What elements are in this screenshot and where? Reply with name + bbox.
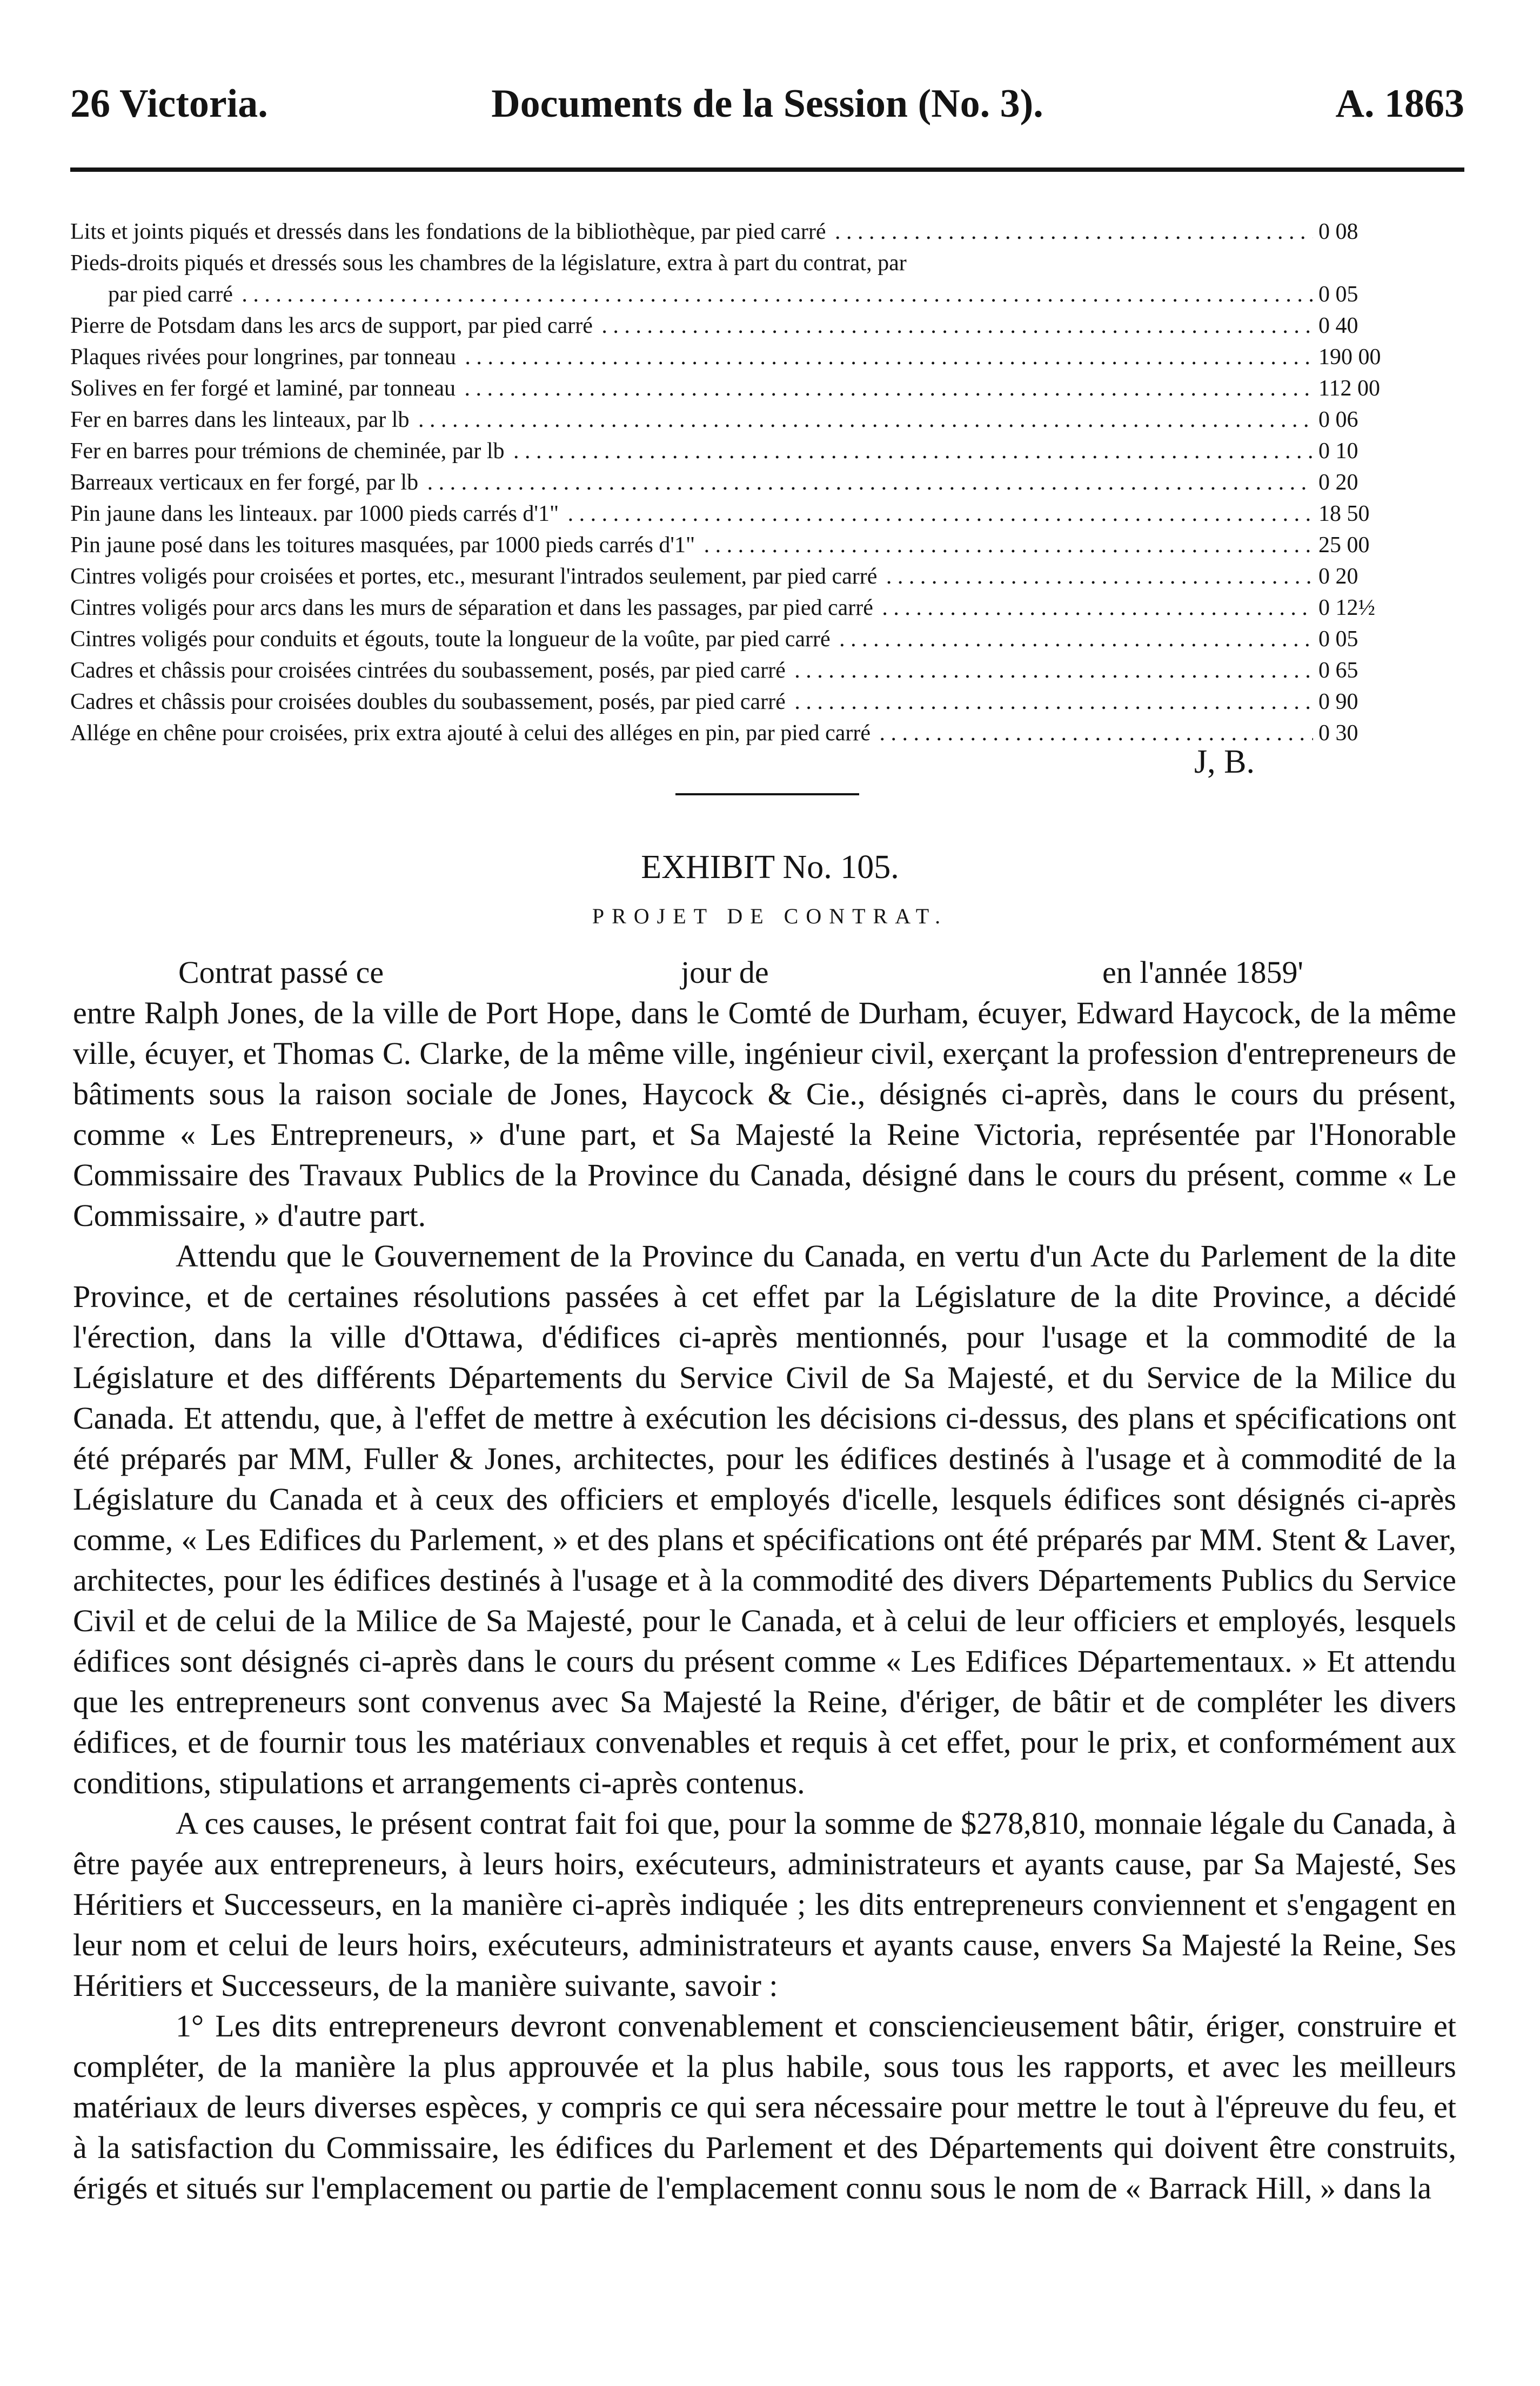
price-description: Cadres et châssis pour croisées doubles du soubassement, posés, par pied carré . . . [70, 686, 1313, 718]
price-row [70, 718, 1367, 749]
price-row [70, 498, 1370, 530]
opening-part-3: en l'année 1859' [1102, 955, 1303, 990]
price-row [70, 373, 1380, 404]
price-amount: 0 20 [1313, 467, 1389, 498]
price-description: Lits et joints piqués et dressés dans les fondations de la bibliothèque, par pied carré . . . [70, 216, 1313, 247]
price-row [70, 686, 1367, 718]
price-description: Cintres voligés pour conduits et égouts, toute la longueur de la voûte, par pied carré . . . [70, 624, 1313, 655]
price-description: Plaques rivées pour longrines, par tonneau . . . [70, 341, 1313, 373]
price-row [70, 216, 1367, 247]
price-list [70, 216, 1381, 749]
price-description: Cintres voligés pour croisées et portes, etc., mesurant l'intrados seulement, par pied carré . . . [70, 561, 1313, 592]
price-row [70, 592, 1375, 624]
price-row-continued [70, 279, 1367, 310]
price-amount: 112 00 [1313, 373, 1389, 404]
price-description: Pieds-droits piqués et dressés sous les chambres de la législature, extra à part du contrat, par [70, 247, 1313, 279]
price-row [70, 561, 1367, 592]
price-description: Barreaux verticaux en fer forgé, par lb . . . [70, 467, 1313, 498]
opening-line [73, 952, 1456, 993]
price-row [70, 310, 1367, 341]
price-description: Allége en chêne pour croisées, prix extra ajouté à celui des alléges en pin, par pied carré . . . [70, 718, 1313, 749]
price-amount: 0 90 [1313, 686, 1389, 718]
paragraph: A ces causes, le présent contrat fait foi que, pour la somme de $278,810, monnaie légale du Canada, à être payée aux entrepreneurs, à leurs hoirs, exécuteurs, administrateurs et ayants cause, par Sa Majesté, Ses Héritiers et Successeurs, en la manière ci-après indiquée ; les dits entrepreneurs conviennent et s'engagent en leur nom et celui de leurs hoirs, exécuteurs, administrateurs et ayants cause, envers Sa Majesté la Reine, Ses Héritiers et Successeurs, de la manière suivante, savoir : [73, 1806, 1456, 2003]
price-amount: 0 10 [1313, 435, 1389, 467]
price-amount: 190 00 [1313, 341, 1389, 373]
price-amount: 0 05 [1313, 624, 1389, 655]
paragraph: 1° Les dits entrepreneurs devront convenablement et consciencieusement bâtir, ériger, construire et compléter, de la manière la plus approuvée et la plus habile, sous tous les rapports, et avec les meilleurs matériaux de leurs diverses espèces, y compris ce qui sera nécessaire pour mettre le tout à l'épreuve du feu, et à la satisfaction du Commissaire, les édifices du Parlement et des Départements qui doivent être construits, érigés et situés sur l'emplacement ou partie de l'emplacement connu sous le nom de « Barrack Hill, » dans la [73, 2008, 1456, 2206]
header-year: A. 1863 [1335, 82, 1464, 126]
opening-part-1: Contrat passé ce [178, 955, 384, 990]
price-row [70, 247, 1367, 279]
price-row [70, 341, 1381, 373]
price-amount: 0 20 [1313, 561, 1389, 592]
price-description: Pin jaune dans les linteaux. par 1000 pieds carrés d'1" . . . [70, 498, 1313, 530]
price-row [70, 655, 1367, 686]
price-description: Pin jaune posé dans les toitures masquées, par 1000 pieds carrés d'1" . . . [70, 530, 1313, 561]
paragraph: entre Ralph Jones, de la ville de Port Hope, dans le Comté de Durham, écuyer, Edward Haycock, de la même ville, écuyer, et Thomas C. Clarke, de la même ville, ingénieur civil, exerçant la profession d'entrepreneurs de bâtiments sous la raison sociale de Jones, Haycock & Cie., désignés ci-après, dans le cours du présent, comme « Les Entrepreneurs, » d'une part, et Sa Majesté la Reine Victoria, représentée par l'Honorable Commissaire des Travaux Publics de la Province du Canada, désigné dans le cours du présent, comme « Le Commissaire, » d'autre part. [73, 995, 1456, 1233]
price-row [70, 467, 1367, 498]
exhibit-subtitle: PROJET DE CONTRAT. [592, 904, 948, 928]
price-amount: 0 30 [1313, 718, 1389, 749]
header-title: Documents de la Session (No. 3). [491, 82, 1043, 126]
price-amount: 0 08 [1313, 216, 1389, 247]
price-row [70, 530, 1370, 561]
price-amount: 0 65 [1313, 655, 1389, 686]
header-volume: 26 Victoria. [70, 82, 268, 126]
price-description: Solives en fer forgé et laminé, par tonneau . . . [70, 373, 1313, 404]
initials: J, B. [1194, 743, 1255, 780]
header-rule [70, 167, 1464, 172]
price-description: Cintres voligés pour arcs dans les murs de séparation et dans les passages, par pied carré . . . [70, 592, 1313, 624]
price-description: Fer en barres dans les linteaux, par lb . . . [70, 404, 1313, 435]
price-description: Fer en barres pour trémions de cheminée, par lb . . . [70, 435, 1313, 467]
price-row [70, 435, 1367, 467]
price-amount: 0 05 [1313, 279, 1389, 310]
price-amount: 0 12½ [1313, 592, 1389, 624]
contract-text [73, 952, 1456, 2208]
price-amount: 0 40 [1313, 310, 1389, 341]
price-description: Cadres et châssis pour croisées cintrées du soubassement, posés, par pied carré . . . [70, 655, 1313, 686]
paragraph: Attendu que le Gouvernement de la Province du Canada, en vertu d'un Acte du Parlement de la dite Province, et de certaines résolutions passées à cet effet par la Législature de la dite Province, a décidé l'érection, dans la ville d'Ottawa, d'édifices ci-après mentionnés, pour l'usage et la commodité de la Législature et des différents Départements du Service Civil de Sa Majesté, et du Service de la Milice du Canada. Et attendu, que, à l'effet de mettre à exécution les décisions ci-dessus, des plans et spécifications ont été préparés par MM, Fuller & Jones, architectes, pour les édifices destinés à l'usage et à commodité de la Législature du Canada et à ceux des officiers et employés d'icelle, lesquels édifices sont désignés ci-après comme, « Les Edifices du Parlement, » et des plans et spécifications ont été préparés par MM. Stent & Laver, architectes, pour les édifices destinés à l'usage et à la commodité des divers Départements Publics du Service Civil et de celui de la Milice de Sa Majesté, pour le Canada, et à celui de leur officiers et employés, lesquels édifices sont désignés ci-après dans le cours du présent comme « Les Edifices Départementaux. » Et attendu que les entrepreneurs sont convenus avec Sa Majesté la Reine, d'ériger, de bâtir et de compléter les divers édifices, et de fournir tous les matériaux convenables et requis à cet effet, pour le prix, et conformément aux conditions, stipulations et arrangements ci-après contenus. [73, 1238, 1456, 1800]
price-amount: 0 06 [1313, 404, 1389, 435]
price-row [70, 404, 1367, 435]
exhibit-title: EXHIBIT No. 105. [641, 849, 899, 886]
running-header [70, 81, 1464, 135]
price-description-continued: par pied carré . . . [108, 279, 1313, 310]
section-divider [675, 793, 859, 795]
price-amount: 18 50 [1313, 498, 1389, 530]
price-description: Pierre de Potsdam dans les arcs de support, par pied carré . . . [70, 310, 1313, 341]
price-amount: 25 00 [1313, 530, 1389, 561]
opening-part-2: jour de [681, 955, 769, 990]
price-row [70, 624, 1367, 655]
